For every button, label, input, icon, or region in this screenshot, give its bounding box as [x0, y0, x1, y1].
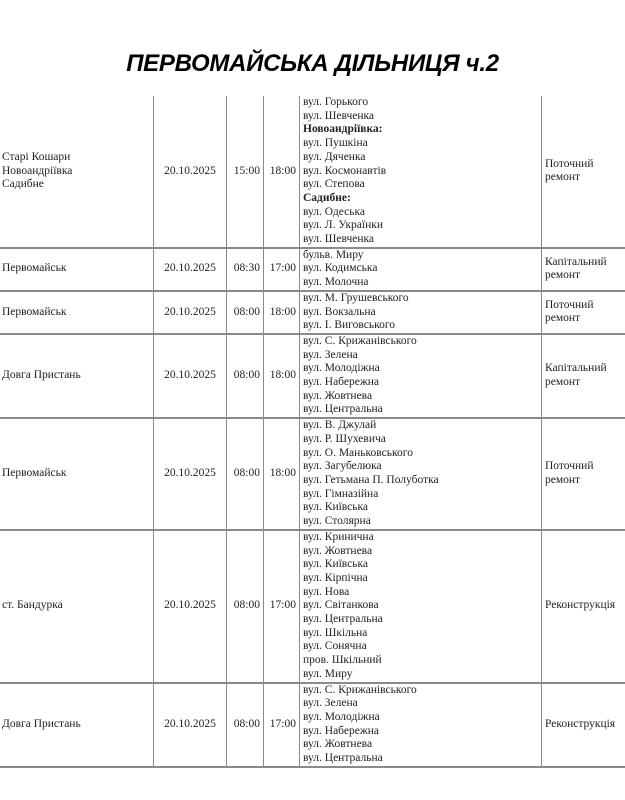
- date-cell: 20.10.2025: [154, 683, 227, 767]
- work-type-cell: [542, 530, 625, 683]
- table-row: [0, 334, 625, 418]
- work-type-text: ремонт: [545, 171, 581, 184]
- table-row: [0, 291, 625, 334]
- start-time-cell: 08:30: [227, 248, 264, 291]
- start-time-cell: 08:00: [227, 291, 264, 334]
- work-type-text: Поточний: [545, 298, 594, 311]
- end-time-cell: 18:00: [264, 96, 300, 248]
- street-name: вул. В. Джулай: [303, 419, 377, 432]
- street-name: вул. Кодимська: [303, 262, 378, 275]
- street-name: вул. Молодіжна: [303, 710, 380, 723]
- streets-cell: [300, 334, 542, 418]
- street-name: вул. Гімназійна: [303, 487, 379, 500]
- street-name: вул. Космонавтів: [303, 164, 387, 177]
- street-name: вул. Жовтнева: [303, 738, 373, 751]
- street-name: вул. Молодіжна: [303, 362, 380, 375]
- end-time-cell: 17:00: [264, 683, 300, 767]
- work-type-cell: [542, 418, 625, 530]
- location-name: Первомайськ: [2, 262, 67, 275]
- street-name: вул. Шкільна: [303, 626, 368, 639]
- street-name: вул. Нова: [303, 585, 350, 598]
- street-name: вул. Зелена: [303, 348, 358, 361]
- location-name: Садибне: [2, 178, 44, 191]
- street-name: вул. Дяченка: [303, 150, 366, 163]
- work-type-text: ремонт: [545, 376, 581, 389]
- street-name: вул. С. Крижанівського: [303, 334, 417, 347]
- street-name: вул. Столярна: [303, 515, 371, 528]
- settlement-heading: Садибне:: [303, 191, 351, 204]
- work-type-cell: [542, 291, 625, 334]
- location-name: Довга Пристань: [2, 369, 81, 382]
- end-time-cell: 18:00: [264, 334, 300, 418]
- outage-schedule-table: [0, 96, 625, 768]
- street-name: вул. Сонячна: [303, 640, 367, 653]
- work-type-text: ремонт: [545, 312, 581, 325]
- street-name: вул. Київська: [303, 558, 369, 571]
- location-name: Довга Пристань: [2, 717, 81, 730]
- streets-cell: [300, 248, 542, 291]
- date-cell: 20.10.2025: [154, 248, 227, 291]
- street-name: вул. І. Виговського: [303, 319, 395, 332]
- location-name: ст. Бандурка: [2, 599, 63, 612]
- work-type-cell: [542, 683, 625, 767]
- date-cell: 20.10.2025: [154, 334, 227, 418]
- location-name: Первомайськ: [2, 467, 67, 480]
- work-type-cell: [542, 334, 625, 418]
- start-time-cell: 08:00: [227, 530, 264, 683]
- table-row: [0, 683, 625, 767]
- streets-cell: [300, 291, 542, 334]
- street-name: вул. Одеська: [303, 205, 366, 218]
- street-name: вул. Жовтнева: [303, 389, 373, 402]
- start-time-cell: 15:00: [227, 96, 264, 248]
- streets-cell: [300, 96, 542, 248]
- location-name: Новоандріївка: [2, 164, 73, 177]
- work-type-text: ремонт: [545, 269, 581, 282]
- street-name: вул. Кринична: [303, 530, 374, 543]
- location-cell: [0, 291, 154, 334]
- location-cell: [0, 683, 154, 767]
- end-time-cell: 18:00: [264, 291, 300, 334]
- street-name: бульв. Миру: [303, 248, 364, 261]
- date-cell: 20.10.2025: [154, 530, 227, 683]
- street-name: вул. Степова: [303, 178, 365, 191]
- street-name: вул. Світанкова: [303, 599, 379, 612]
- street-name: вул. Жовтнева: [303, 544, 373, 557]
- work-type-text: Поточний: [545, 460, 594, 473]
- work-type-text: ремонт: [545, 473, 581, 486]
- location-cell: [0, 530, 154, 683]
- work-type-cell: [542, 96, 625, 248]
- street-name: вул. С. Крижанівського: [303, 683, 417, 696]
- location-cell: [0, 334, 154, 418]
- street-name: вул. О. Маньковського: [303, 446, 413, 459]
- location-cell: [0, 96, 154, 248]
- streets-cell: [300, 418, 542, 530]
- location-name: Первомайськ: [2, 305, 67, 318]
- start-time-cell: 08:00: [227, 418, 264, 530]
- table-body: [0, 96, 625, 767]
- date-cell: 20.10.2025: [154, 418, 227, 530]
- street-name: пров. Шкільний: [303, 654, 382, 667]
- street-name: вул. Горького: [303, 96, 369, 108]
- street-name: вул. Центральна: [303, 403, 383, 416]
- work-type-text: Реконструкція: [545, 717, 616, 730]
- streets-cell: [300, 683, 542, 767]
- street-name: вул. М. Грушевського: [303, 291, 409, 304]
- street-name: вул. Пушкіна: [303, 137, 368, 150]
- table-row: [0, 530, 625, 683]
- location-cell: [0, 248, 154, 291]
- street-name: вул. Миру: [303, 667, 353, 680]
- street-name: вул. Центральна: [303, 752, 383, 765]
- start-time-cell: 08:00: [227, 334, 264, 418]
- work-type-text: Капітальний: [545, 255, 607, 268]
- end-time-cell: 17:00: [264, 248, 300, 291]
- street-name: вул. Кірпічна: [303, 571, 368, 584]
- start-time-cell: 08:00: [227, 683, 264, 767]
- street-name: вул. Центральна: [303, 613, 383, 626]
- street-name: вул. Шевченка: [303, 109, 375, 122]
- street-name: вул. Молочна: [303, 276, 369, 289]
- street-name: вул. Набережна: [303, 724, 380, 737]
- table-row: [0, 418, 625, 530]
- street-name: вул. Р. Шухевича: [303, 432, 386, 445]
- street-name: вул. Л. Українки: [303, 219, 383, 232]
- date-cell: 20.10.2025: [154, 291, 227, 334]
- work-type-text: Реконструкція: [545, 599, 616, 612]
- street-name: вул. Шевченка: [303, 233, 375, 246]
- street-name: вул. Вокзальна: [303, 305, 376, 318]
- location-cell: [0, 418, 154, 530]
- streets-cell: [300, 530, 542, 683]
- table-row: [0, 96, 625, 248]
- end-time-cell: 17:00: [264, 530, 300, 683]
- street-name: вул. Гетьмана П. Полуботка: [303, 473, 439, 486]
- street-name: вул. Київська: [303, 501, 369, 514]
- page-title: ПЕРВОМАЙСЬКА ДІЛЬНИЦЯ ч.2: [126, 50, 499, 77]
- table-row: [0, 248, 625, 291]
- street-name: вул. Набережна: [303, 376, 380, 389]
- location-name: Старі Кошари: [2, 150, 71, 163]
- settlement-heading: Новоандріївка:: [303, 123, 383, 136]
- work-type-text: Капітальний: [545, 362, 607, 375]
- work-type-cell: [542, 248, 625, 291]
- end-time-cell: 18:00: [264, 418, 300, 530]
- street-name: вул. Загубелюка: [303, 460, 382, 473]
- street-name: вул. Зелена: [303, 697, 358, 710]
- date-cell: 20.10.2025: [154, 96, 227, 248]
- work-type-text: Поточний: [545, 157, 594, 170]
